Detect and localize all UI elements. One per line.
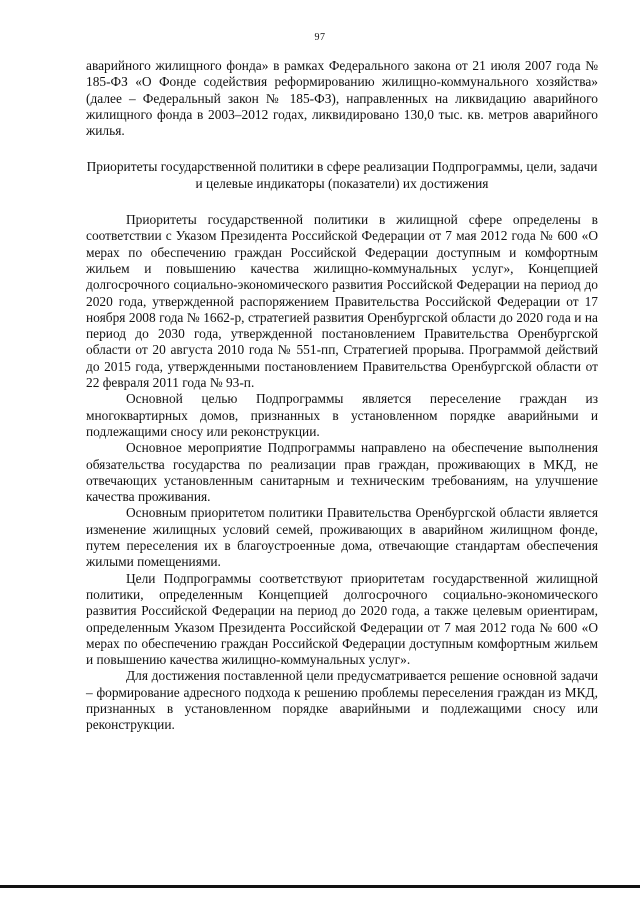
paragraph-priorities: Приоритеты государственной политики в жилищной сфере определены в соответствии с Указом Президента Российской Федерации от 7 мая 2012 года № 600 «О мерах по обеспечению граждан Российской Федерации доступным и комфортным жильем и повышению качества жилищно-коммунальных услуг», Концепцией долгосрочного социально-экономического развития Российской Федерации на период до 2020 года, утвержденной распоряжением Правительства Российской Федерации от 17 ноября 2008 года № 1662-р, стратегией развития Оренбургской области до 2020 года и на период до 2030 года, утвержденной постановлением Правительства Оренбургской области от 20 августа 2010 года № 551-пп, Стратегией прорыва. Программой действий до 2015 года, утвержденными постановлением Правительства Оренбургской области от 22 февраля 2011 года № 93-п. xyxy=(86,212,598,391)
paragraph-government-priority: Основным приоритетом политики Правительства Оренбургской области является изменение жилищных условий семей, проживающих в аварийном жилищном фонде, путем переселения их в благоустроенные дома, отвечающие стандартам обеспечения жилыми помещениями. xyxy=(86,505,598,570)
section-heading: Приоритеты государственной политики в сфере реализации Подпрограммы, цели, задачи и целевые индикаторы (показатели) их достижения xyxy=(86,159,598,191)
document-body xyxy=(86,58,598,734)
paragraph-main-measure: Основное мероприятие Подпрограммы направлено на обеспечение выполнения обязательства государства по реализации прав граждан, проживающих в МКД, не отвечающих установленным санитарным и техническим требованиям, на улучшение качества проживания. xyxy=(86,440,598,505)
opening-paragraph: аварийного жилищного фонда» в рамках Федерального закона от 21 июля 2007 года № 185-ФЗ «О Фонде содействия реформированию жилищно-коммунального хозяйства» (далее – Федеральный закон № 185-ФЗ), направленных на ликвидацию аварийного жилищного фонда в 2003–2012 годах, ликвидировано 130,0 тыс. кв. метров аварийного жилья. xyxy=(86,58,598,139)
paragraph-main-task: Для достижения поставленной цели предусматривается решение основной задачи – формирование адресного подхода к решению проблемы переселения граждан из МКД, признанных в установленном порядке аварийными и подлежащими сносу или реконструкции. xyxy=(86,668,598,733)
page-number: 97 xyxy=(314,32,326,43)
paragraph-goals-correspondence: Цели Подпрограммы соответствуют приоритетам государственной жилищной политики, определенным Концепцией долгосрочного социально-экономического развития Российской Федерации на период до 2020 года, а также целевым ориентирам, определенным Указом Президента Российской Федерации от 7 мая 2012 года № 600 «О мерах по обеспечению граждан Российской Федерации доступным комфортным жильем и повышению качества жилищно-коммунальных услуг». xyxy=(86,570,598,668)
bottom-rule xyxy=(0,885,640,888)
paragraph-main-goal: Основной целью Подпрограммы является переселение граждан из многоквартирных домов, признанных в установленном порядке аварийными и подлежащими сносу или реконструкции. xyxy=(86,391,598,439)
